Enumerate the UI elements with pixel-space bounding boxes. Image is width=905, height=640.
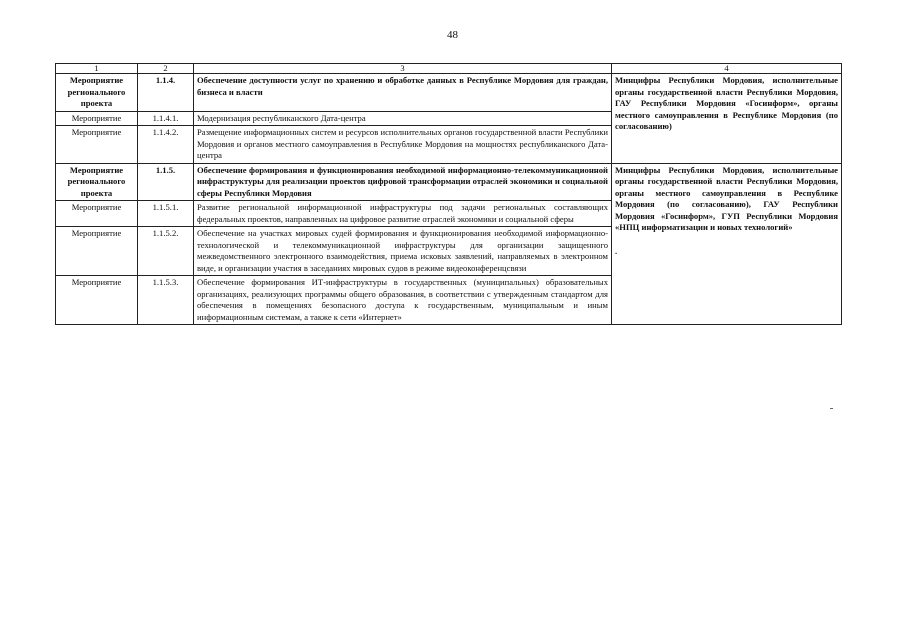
- measure-type: Мероприятие: [56, 201, 138, 227]
- measure-type: Мероприятие: [56, 126, 138, 164]
- stray-mark: .: [615, 245, 618, 256]
- scan-mark: [830, 408, 833, 409]
- measure-type: Мероприятие регионального проекта: [56, 74, 138, 112]
- measure-type: Мероприятие регионального проекта: [56, 163, 138, 201]
- measure-type: Мероприятие: [56, 111, 138, 126]
- measure-text: Модернизация республиканского Дата-центра: [194, 111, 612, 126]
- table-row: [56, 74, 842, 112]
- table-row: [56, 163, 842, 201]
- measure-text: Развитие региональной информационной инфраструктуры под задачи региональных составляющих федеральных проектов, направленных на цифровое развитие отраслей экономики и социальной сферы: [194, 201, 612, 227]
- column-number-2: 2: [138, 64, 194, 74]
- responsible-executors-2-text: Минцифры Республики Мордовия, исполнительные органы государственной власти Республики Мордовия, органы местного самоуправления в Республике Мордовия (по согласованию), ГАУ Республики Мордовия «Госинформ», ГУП Республики Мордовия «НПЦ информатизации и новых технологий»: [615, 164, 838, 232]
- measure-code: 1.1.5.2.: [138, 227, 194, 276]
- measure-code: 1.1.4.1.: [138, 111, 194, 126]
- measure-type: Мероприятие: [56, 227, 138, 276]
- measure-text: Размещение информационных систем и ресурсов исполнительных органов государственной власти Республики Мордовия и органов местного самоуправления в Республике Мордовия на мощностях республиканского Дата-центра: [194, 126, 612, 164]
- measure-text: Обеспечение формирования ИТ-инфраструктуры в государственных (муниципальных) образовательных организациях, реализующих программы общего образования, в соответствии с утвержденным стандартом для обеспечения в помещениях безопасного доступа к государственным, муниципальным и иным информационным системам, а также к сети «Интернет»: [194, 276, 612, 325]
- column-number-4: 4: [612, 64, 842, 74]
- measure-text: Обеспечение формирования и функционирования необходимой информационно-телекоммуникационной инфраструктуры для реализации проектов цифровой трансформации отраслей экономики и социальной сферы Республики Мордовия: [194, 163, 612, 201]
- column-number-3: 3: [194, 64, 612, 74]
- measure-code: 1.1.4.: [138, 74, 194, 112]
- column-number-1: 1: [56, 64, 138, 74]
- measure-code: 1.1.4.2.: [138, 126, 194, 164]
- responsible-executors-1: Минцифры Республики Мордовия, исполнительные органы государственной власти Республики Мордовия, ГАУ Республики Мордовия «Госинформ», органы местного самоуправления в Республике Мордовия (по согласованию): [612, 74, 842, 164]
- measure-text: Обеспечение на участках мировых судей формирования и функционирования необходимой информационно-технологической и телекоммуникационной инфраструктуры для организации защищенного межведомственного электронного взаимодействия, приема исковых заявлений, направляемых в электронном виде, и организации участия в заседаниях мировых судов в режиме видеоконференцсвязи: [194, 227, 612, 276]
- measure-text: Обеспечение доступности услуг по хранению и обработке данных в Республике Мордовия для граждан, бизнеса и власти: [194, 74, 612, 112]
- column-number-row: [56, 64, 842, 74]
- measure-type: Мероприятие: [56, 276, 138, 325]
- responsible-executors-2: [612, 163, 842, 325]
- measure-code: 1.1.5.: [138, 163, 194, 201]
- measure-code: 1.1.5.1.: [138, 201, 194, 227]
- page-number: 48: [447, 29, 458, 41]
- measure-code: 1.1.5.3.: [138, 276, 194, 325]
- measures-table: [55, 63, 842, 325]
